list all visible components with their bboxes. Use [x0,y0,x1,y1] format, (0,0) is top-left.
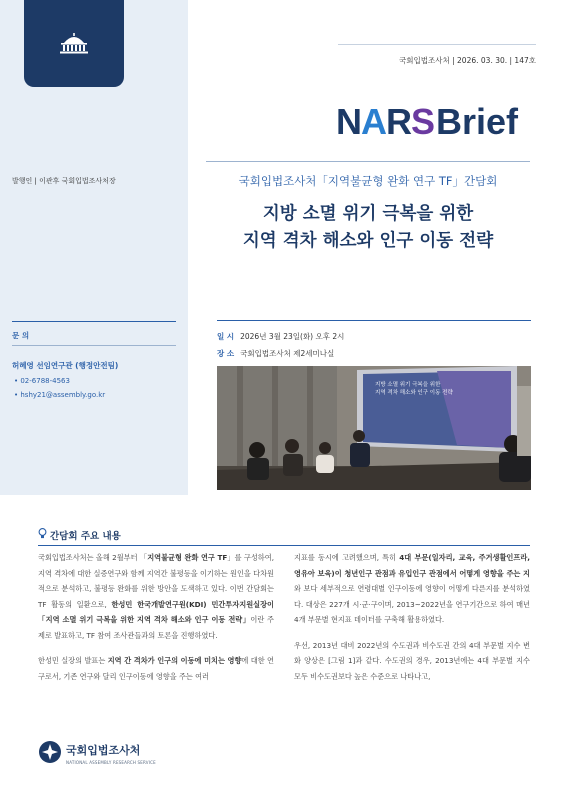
text-run-bold: 지역 간 격차가 인구의 이동에 미치는 영향 [107,656,242,665]
text-run: 이란 주제로 발표하고, TF 참여 조사관들과의 토론을 진행하였다. [38,615,274,640]
meta-date-value: 2026년 3월 23일(화) 오후 2시 [240,332,345,341]
contact-email[interactable]: • hshy21@assembly.go.kr [14,391,106,399]
body-column-right [294,550,530,694]
text-run: 와 보다 세부적으로 연령대별 인구이동에 영향이 어떻게 다른지를 분석하였다. 대상은 227개 시·군·구이며, 2013~2022년을 연구기간으로 하여 매년 4개 부문별 현지표 데이터를 구축해 활용하였다. [294,584,530,624]
event-photo [217,366,531,490]
nars-emblem-icon [38,740,62,764]
title-top-divider [206,161,530,162]
contact-divider [12,345,176,346]
contact-name: 허혜영 선임연구관 (행정안전팀) [12,361,119,370]
text-run-bold: 지역불균형 완화 연구 TF [147,553,228,562]
left-paragraph-1 [38,550,274,643]
issue-info: 국회입법조사처 | 2026. 03. 30. | 147호 [399,56,536,65]
seminar-photo-illustration [217,366,531,490]
nars-logo-text: NARS [336,101,435,142]
section-heading-text: 간담회 주요 내용 [50,531,121,542]
meta-place-row [217,348,334,359]
screen-text-2: 지역 격차 해소와 인구 이동 전략 [375,390,453,396]
text-run: 에 대한 연구로서, 기존 연구와 달리 인구이동에 영향을 주는 여러 [38,656,274,681]
text-run: 우선, 2013년 대비 2022년의 수도권과 비수도권 간의 4대 부문별 지수 변화 양상은 [그림 1]과 같다. 수도권의 경우, 2013년에는 4대 부문별 지수 모두 비수도권보다 높은 수준으로 나타나고, [294,640,530,681]
meta-place-label: 장 소 [217,349,235,358]
text-run: 한성민 실장의 발표는 [38,656,108,665]
meta-date-label: 일 시 [217,332,235,341]
footer-org-sub: NATIONAL ASSEMBLY RESEARCH SERVICE [66,760,156,765]
meta-place-value: 국회입법조사처 제2세미나실 [240,349,335,358]
contact-phone: • 02-6788-4563 [14,377,70,385]
event-subtitle: 국회입법조사처「지역불균형 완화 연구 TF」간담회 [238,174,498,188]
section-heading [38,528,121,542]
page-title [206,201,530,255]
text-run: 지표를 동시에 고려했으며, 특히 [294,553,400,562]
right-paragraph-2 [294,638,530,685]
assembly-building-icon [58,33,90,55]
brief-logo-text: Brief [436,101,519,142]
right-paragraph-1 [294,550,530,628]
lightbulb-icon [38,528,50,542]
text-run: 」를 구성하여, 지역 격차에 대한 실증연구와 함께 지역간 불평등을 이기하는 원인을 다차원적으로 분석하고, 불평등 완화를 위한 방안을 도색하고 있다. 이번 간담회는 TF 활동의 일환으로, [38,553,274,609]
header-top-divider [338,44,536,45]
title-line-2: 지역 격차 해소와 인구 이동 전략 [242,231,494,251]
title-line-1: 지방 소멸 위기 극복을 위한 [262,204,474,224]
footer-logo [38,738,238,774]
publisher-line: 발행인 | 이관후 국회입법조사처장 [12,177,116,185]
text-run: 국회입법조사처는 올해 2월부터 「 [38,553,148,562]
text-run-bold: 한성민 한국개발연구원(KDI) 민간투자지원실장이「지역 소멸 위기 극복을 위한 지역 격차 해소와 인구 이동 전략」 [38,599,274,624]
screen-text-1: 지방 소멸 위기 극복을 위한 [375,382,441,388]
body-column-left [38,550,274,694]
section-divider [38,545,530,546]
footer-org-name: 국회입법조사처 [66,744,141,757]
meta-divider [217,320,531,321]
nars-brief-logo [336,100,536,142]
assembly-logo-badge [24,0,124,87]
meta-date-row [217,331,344,342]
left-paragraph-2 [38,653,274,684]
contact-heading: 문 의 [12,331,30,340]
text-run-bold: 4대 부문(일자리, 교육, 주거생활인프라, 영유아 보육)이 청년인구 관점과 유입인구 관점에서 어떻게 영향을 주는 지 [294,553,530,578]
contact-top-divider [12,321,176,322]
